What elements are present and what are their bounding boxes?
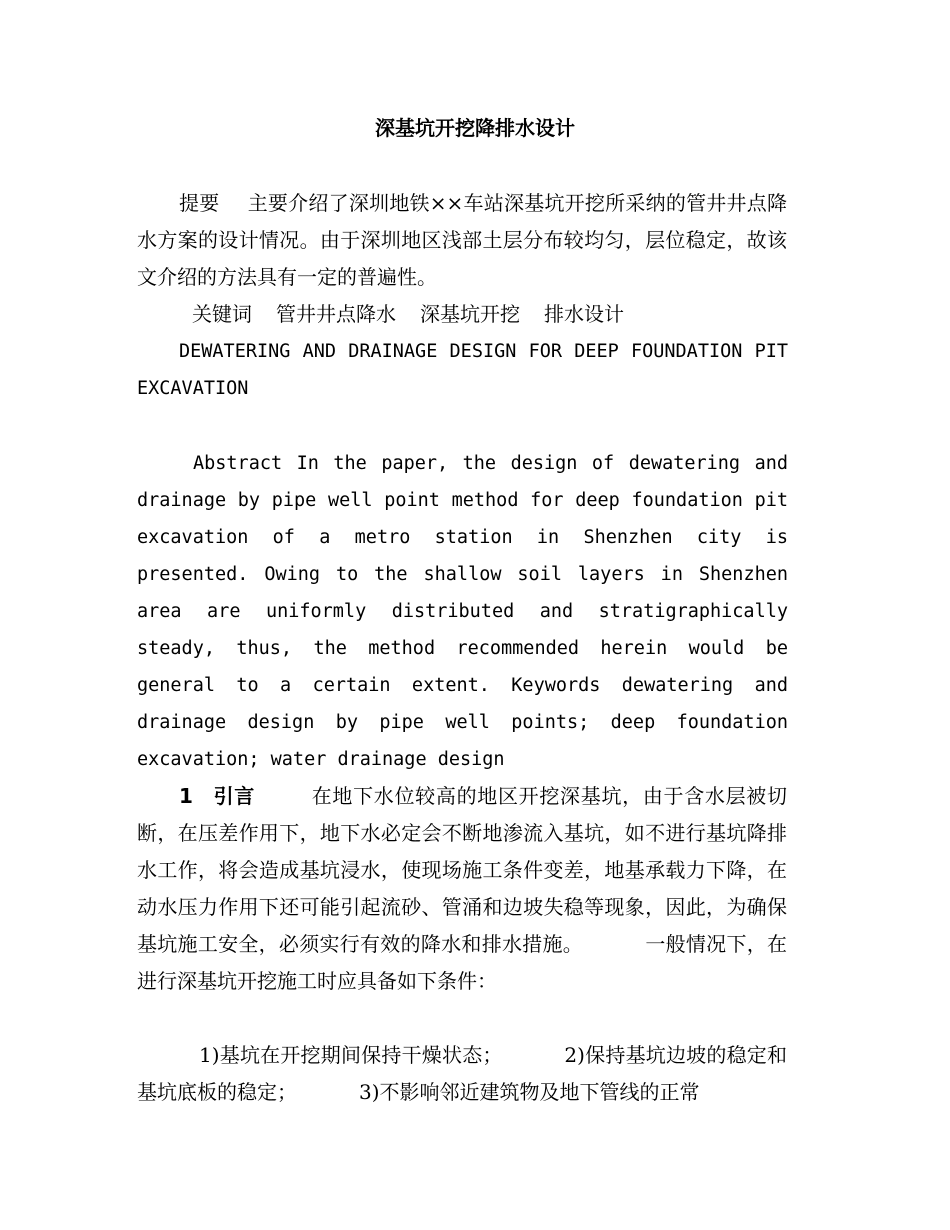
condition-item: 1)基坑在开挖期间保持干燥状态； — [199, 1043, 503, 1067]
keyword-item: 管井井点降水 — [276, 302, 396, 326]
chinese-keywords — [137, 296, 787, 333]
section-heading: 引言 — [212, 784, 256, 808]
chinese-abstract — [137, 185, 787, 296]
english-title: DEWATERING AND DRAINAGE DESIGN FOR DEEP FOUNDATION PIT EXCAVATION — [137, 341, 788, 399]
keywords-label: 关键词 — [192, 302, 252, 326]
condition-item: 2)保持基坑边坡的稳定和基坑底板的稳定； — [137, 1043, 788, 1104]
section-paragraph-2: 一般情况下，在进行深基坑开挖施工时应具备如下条件： — [137, 932, 788, 993]
english-abstract: Abstract In the paper, the design of dewatering and drainage by pipe well point method for deep foundation pit excavation of a metro station in Shenzhen city is presented. Owing to the shallow soil layers in Shenzhen area are uniformly distributed and stratigraphically steady, thus, the method recommended herein would be general to a certain extent. Keywords dewatering and drainage design by pipe well points; deep foundation excavation; water drainage design — [137, 453, 788, 770]
abstract-text: 主要介绍了深圳地铁××车站深基坑开挖所采纳的管井井点降水方案的设计情况。由于深圳地区浅部土层分布较均匀，层位稳定，故该文介绍的方法具有一定的普遍性。 — [137, 191, 788, 289]
abstract-label: 提要 — [179, 191, 220, 215]
condition-item: 3)不影响邻近建筑物及地下管线的正常 — [359, 1080, 700, 1104]
keyword-item: 排水设计 — [544, 302, 624, 326]
keyword-item: 深基坑开挖 — [420, 302, 520, 326]
section-number: 1 — [179, 784, 193, 808]
document-title: 深基坑开挖降排水设计 — [375, 116, 575, 140]
section-1-intro — [137, 778, 787, 1000]
section-paragraph: 在地下水位较高的地区开挖深基坑，由于含水层被切断，在压差作用下，地下水必定会不断地渗流入基坑，如不进行基坑降排水工作，将会造成基坑浸水，使现场施工条件变差，地基承载力下降，在动水压力作用下还可能引起流砂、管涌和边坡失稳等现象，因此，为确保基坑施工安全，必须实行有效的降水和排水措施。 — [137, 784, 788, 956]
conditions-list — [137, 1037, 787, 1111]
